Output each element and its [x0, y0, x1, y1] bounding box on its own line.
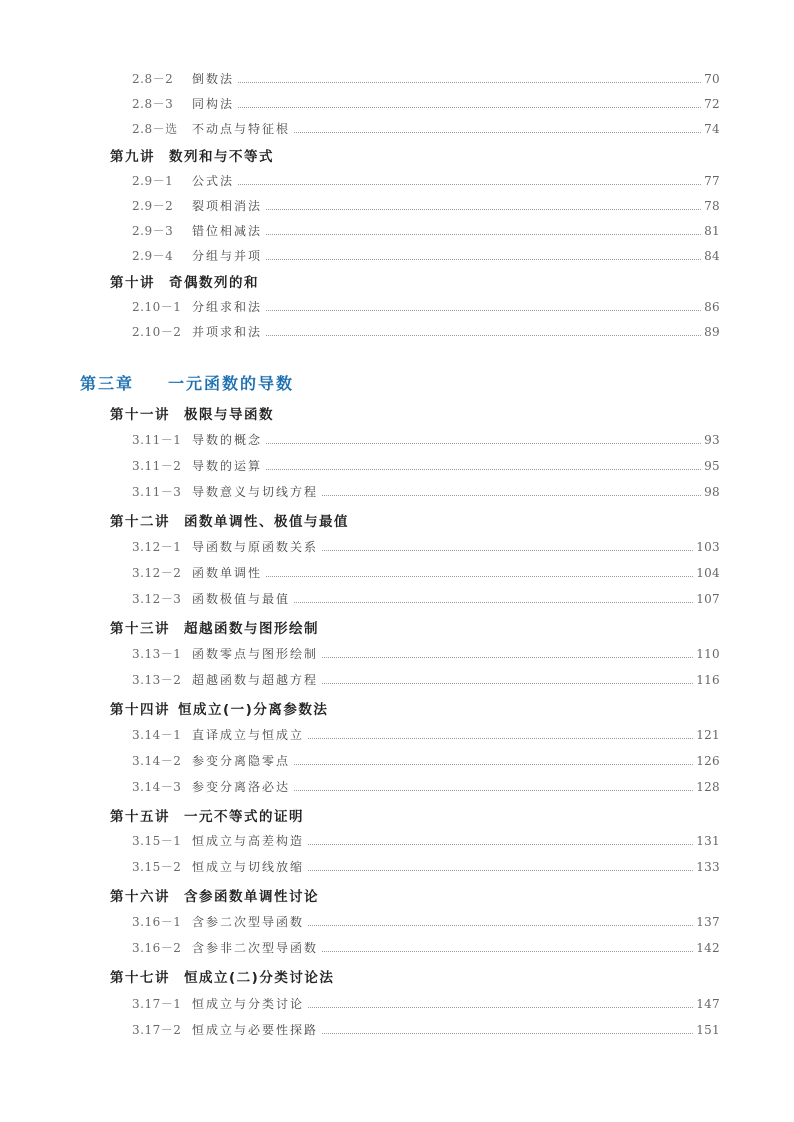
toc-entry[interactable] [132, 70, 720, 87]
entry-page: 137 [696, 915, 720, 929]
entry-number: 3.12－2 [132, 566, 182, 580]
toc-entry[interactable] [132, 564, 720, 581]
entry-title: 分组与并项 [192, 249, 263, 263]
lecture-heading[interactable] [110, 510, 349, 530]
leader-dots [266, 310, 701, 311]
chapter-heading[interactable] [80, 371, 294, 394]
entry-title: 导函数与原函数关系 [192, 540, 319, 554]
leader-dots [322, 657, 693, 658]
lecture-title: 恒成立(一)分离参数法 [178, 702, 329, 718]
toc-entry[interactable] [132, 197, 720, 214]
lecture-title: 奇偶数列的和 [169, 275, 259, 291]
entry-number: 3.13－1 [132, 647, 182, 661]
leader-dots [266, 259, 701, 260]
entry-number: 3.11－1 [132, 433, 182, 447]
entry-title: 参变分离隐零点 [192, 754, 291, 768]
entry-page: 70 [704, 72, 720, 86]
entry-number: 3.16－1 [132, 915, 182, 929]
entry-number: 2.8－选 [132, 122, 178, 136]
entry-page: 78 [704, 199, 720, 213]
toc-entry[interactable] [132, 431, 720, 448]
entry-title: 含参二次型导函数 [192, 915, 305, 929]
entry-title: 分组求和法 [192, 300, 263, 314]
entry-page: 128 [696, 780, 720, 794]
entry-page: 95 [704, 459, 720, 473]
lecture-heading[interactable] [110, 698, 328, 718]
lecture-heading[interactable] [110, 885, 319, 905]
entry-page: 104 [696, 566, 720, 580]
leader-dots [238, 184, 701, 185]
leader-dots [322, 550, 693, 551]
entry-title: 导数的概念 [192, 433, 263, 447]
leader-dots [294, 764, 693, 765]
toc-entry[interactable] [132, 247, 720, 264]
lecture-heading[interactable] [110, 617, 319, 637]
toc-entry[interactable] [132, 483, 720, 500]
entry-title: 恒成立与切线放缩 [192, 860, 305, 874]
entry-title: 错位相减法 [192, 224, 263, 238]
leader-dots [266, 443, 701, 444]
entry-number: 3.12－1 [132, 540, 182, 554]
lecture-title: 一元不等式的证明 [184, 809, 304, 825]
leader-dots [308, 844, 693, 845]
leader-dots [238, 82, 701, 83]
entry-page: 74 [704, 122, 720, 136]
lecture-label: 第十七讲 [110, 970, 170, 986]
entry-number: 2.8－2 [132, 72, 174, 86]
toc-entry[interactable] [132, 939, 720, 956]
entry-page: 81 [704, 224, 720, 238]
entry-title: 函数极值与最值 [192, 592, 291, 606]
toc-entry[interactable] [132, 120, 720, 137]
toc-entry[interactable] [132, 913, 720, 930]
entry-number: 3.15－1 [132, 834, 182, 848]
leader-dots [308, 870, 693, 871]
entry-title: 不动点与特征根 [192, 122, 291, 136]
toc-entry[interactable] [132, 1021, 720, 1038]
entry-page: 142 [696, 941, 720, 955]
lecture-heading[interactable] [110, 145, 274, 165]
lecture-label: 第十六讲 [110, 889, 170, 905]
lecture-label: 第十三讲 [110, 621, 170, 637]
lecture-title: 数列和与不等式 [169, 149, 274, 165]
leader-dots [322, 683, 693, 684]
leader-dots [322, 495, 701, 496]
lecture-title: 恒成立(二)分类讨论法 [184, 970, 335, 986]
entry-number: 3.14－1 [132, 728, 182, 742]
leader-dots [294, 132, 701, 133]
lecture-label: 第九讲 [110, 149, 155, 165]
toc-entry[interactable] [132, 671, 720, 688]
leader-dots [294, 790, 693, 791]
toc-entry[interactable] [132, 95, 720, 112]
entry-title: 含参非二次型导函数 [192, 941, 319, 955]
lecture-label: 第十一讲 [110, 407, 170, 423]
entry-number: 2.9－2 [132, 199, 174, 213]
toc-entry[interactable] [132, 645, 720, 662]
toc-entry[interactable] [132, 752, 720, 769]
entry-title: 函数单调性 [192, 566, 263, 580]
entry-page: 131 [696, 834, 720, 848]
lecture-title: 极限与导函数 [184, 407, 274, 423]
chapter-title: 一元函数的导数 [168, 374, 295, 393]
entry-title: 恒成立与必要性探路 [192, 1023, 319, 1037]
leader-dots [266, 469, 701, 470]
lecture-label: 第十二讲 [110, 514, 170, 530]
chapter-label: 第三章 [80, 374, 135, 393]
toc-entry[interactable] [132, 298, 720, 315]
entry-title: 并项求和法 [192, 325, 263, 339]
toc-entry[interactable] [132, 995, 720, 1012]
entry-page: 133 [696, 860, 720, 874]
entry-number: 3.14－3 [132, 780, 182, 794]
entry-page: 110 [696, 647, 720, 661]
lecture-title: 函数单调性、极值与最值 [184, 514, 349, 530]
leader-dots [266, 335, 701, 336]
entry-page: 116 [696, 673, 720, 687]
entry-page: 98 [704, 485, 720, 499]
leader-dots [266, 576, 693, 577]
entry-page: 89 [704, 325, 720, 339]
leader-dots [294, 602, 693, 603]
entry-page: 103 [696, 540, 720, 554]
leader-dots [266, 234, 701, 235]
entry-number: 3.11－3 [132, 485, 182, 499]
toc-entry[interactable] [132, 222, 720, 239]
lecture-heading[interactable] [110, 805, 304, 825]
leader-dots [308, 1007, 693, 1008]
entry-title: 公式法 [192, 174, 235, 188]
entry-number: 2.9－4 [132, 249, 174, 263]
entry-page: 151 [696, 1023, 720, 1037]
leader-dots [322, 951, 693, 952]
entry-number: 3.14－2 [132, 754, 182, 768]
entry-title: 恒成立与高差构造 [192, 834, 305, 848]
entry-title: 函数零点与图形绘制 [192, 647, 319, 661]
entry-title: 裂项相消法 [192, 199, 263, 213]
toc-entry[interactable] [132, 726, 720, 743]
entry-title: 恒成立与分类讨论 [192, 997, 305, 1011]
entry-title: 超越函数与超越方程 [192, 673, 319, 687]
toc-entry[interactable] [132, 457, 720, 474]
leader-dots [238, 107, 701, 108]
entry-number: 2.10－2 [132, 325, 182, 339]
toc-entry[interactable] [132, 590, 720, 607]
entry-title: 参变分离洛必达 [192, 780, 291, 794]
lecture-label: 第十四讲 [110, 702, 170, 718]
entry-page: 72 [704, 97, 720, 111]
entry-title: 直译成立与恒成立 [192, 728, 305, 742]
toc-entry[interactable] [132, 323, 720, 340]
entry-number: 3.12－3 [132, 592, 182, 606]
leader-dots [308, 925, 693, 926]
entry-number: 3.16－2 [132, 941, 182, 955]
entry-number: 2.10－1 [132, 300, 182, 314]
entry-number: 2.9－1 [132, 174, 174, 188]
entry-page: 126 [696, 754, 720, 768]
entry-number: 3.17－1 [132, 997, 182, 1011]
entry-number: 3.13－2 [132, 673, 182, 687]
entry-title: 导数意义与切线方程 [192, 485, 319, 499]
entry-page: 147 [696, 997, 720, 1011]
entry-page: 77 [704, 174, 720, 188]
lecture-title: 含参函数单调性讨论 [184, 889, 319, 905]
leader-dots [308, 738, 693, 739]
lecture-heading[interactable] [110, 271, 259, 291]
lecture-label: 第十讲 [110, 275, 155, 291]
toc-entry[interactable] [132, 778, 720, 795]
entry-title: 倒数法 [192, 72, 235, 86]
entry-title: 同构法 [192, 97, 235, 111]
entry-page: 86 [704, 300, 720, 314]
lecture-heading[interactable] [110, 403, 274, 423]
entry-title: 导数的运算 [192, 459, 263, 473]
toc-entry[interactable] [132, 172, 720, 189]
entry-page: 93 [704, 433, 720, 447]
entry-page: 121 [696, 728, 720, 742]
entry-page: 107 [696, 592, 720, 606]
leader-dots [322, 1033, 693, 1034]
entry-number: 3.11－2 [132, 459, 182, 473]
entry-number: 2.8－3 [132, 97, 174, 111]
entry-page: 84 [704, 249, 720, 263]
leader-dots [266, 209, 701, 210]
lecture-heading[interactable] [110, 966, 334, 986]
entry-number: 3.17－2 [132, 1023, 182, 1037]
toc-entry[interactable] [132, 832, 720, 849]
entry-number: 2.9－3 [132, 224, 174, 238]
toc-entry[interactable] [132, 858, 720, 875]
entry-number: 3.15－2 [132, 860, 182, 874]
lecture-title: 超越函数与图形绘制 [184, 621, 319, 637]
toc-entry[interactable] [132, 538, 720, 555]
lecture-label: 第十五讲 [110, 809, 170, 825]
